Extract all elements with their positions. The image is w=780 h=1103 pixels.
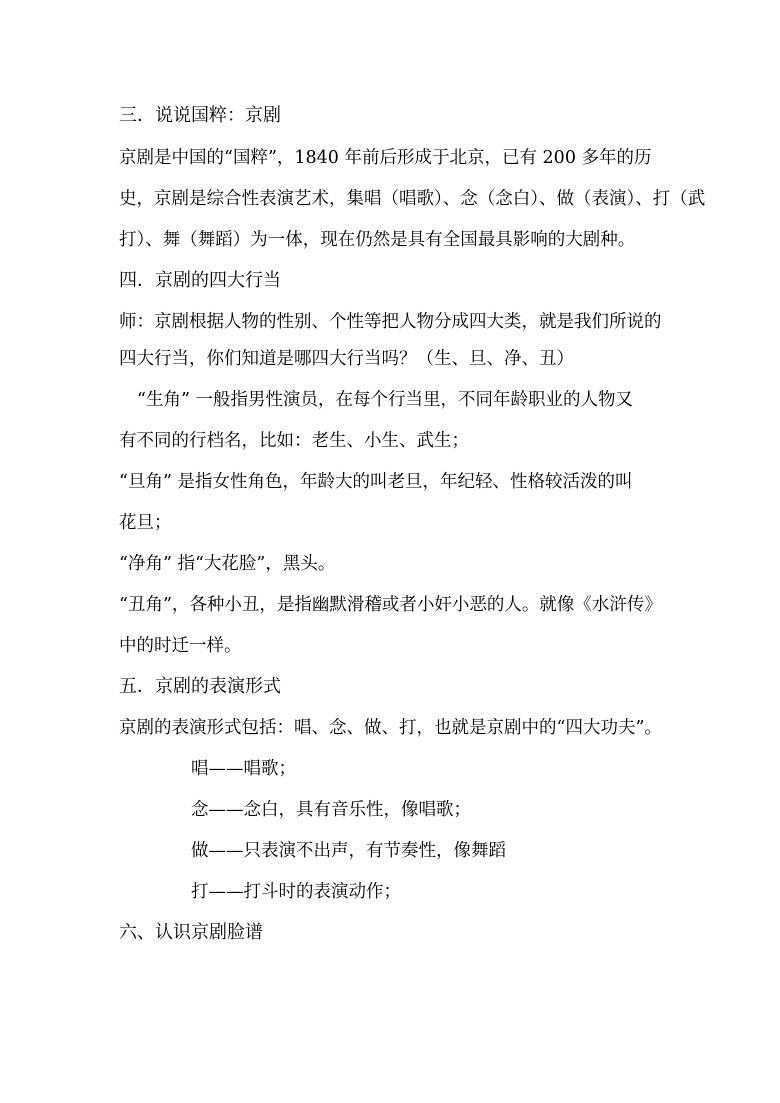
sheng-role-line-1: “生角” 一般指男性演员，在每个行当里，不同年龄职业的人物又 xyxy=(137,390,633,410)
skill-item-fight: 打——打斗时的表演动作； xyxy=(191,882,401,902)
section-3-line-2: 史，京剧是综合性表演艺术，集唱（唱歌）、念（念白）、做（表演）、打（武 xyxy=(119,189,706,209)
dan-role-line-1: “旦角” 是指女性角色，年龄大的叫老旦，年纪轻、性格较活泼的叫 xyxy=(119,472,633,492)
sheng-role-line-2: 有不同的行档名，比如：老生、小生、武生； xyxy=(119,431,469,451)
section-3-line-3: 打）、舞（舞蹈）为一体，现在仍然是具有全国最具影响的大剧种。 xyxy=(119,230,636,250)
section-4-heading: 四．京剧的四大行当 xyxy=(119,270,281,291)
skill-item-recite: 念——念白，具有音乐性，像唱歌； xyxy=(191,800,471,820)
section-5-intro: 京剧的表演形式包括：唱、念、做、打，也就是京剧中的“四大功夫”。 xyxy=(119,718,662,738)
section-4-intro-line-2: 四大行当，你们知道是哪四大行当吗？（生、旦、净、丑） xyxy=(119,349,574,369)
section-3-line-1: 京剧是中国的“国粹”，1840 年前后形成于北京，已有 200 多年的历 xyxy=(119,148,652,168)
section-6-heading: 六、认识京剧脸谱 xyxy=(119,922,263,943)
chou-role-line-1: “丑角”，各种小丑，是指幽默滑稽或者小奸小恶的人。就像《水浒传》 xyxy=(119,595,662,615)
skill-item-sing: 唱——唱歌； xyxy=(191,759,296,779)
skill-item-act: 做——只表演不出声，有节奏性，像舞蹈 xyxy=(191,841,506,861)
section-3-heading: 三．说说国粹：京剧 xyxy=(119,105,281,126)
chou-role-line-2: 中的时迁一样。 xyxy=(119,636,242,656)
section-4-intro-line-1: 师：京剧根据人物的性别、个性等把人物分成四大类，就是我们所说的 xyxy=(119,312,662,332)
jing-role-line: “净角” 指“大花脸”，黑头。 xyxy=(119,554,336,574)
section-5-heading: 五．京剧的表演形式 xyxy=(119,676,281,697)
dan-role-line-2: 花旦； xyxy=(119,513,172,533)
